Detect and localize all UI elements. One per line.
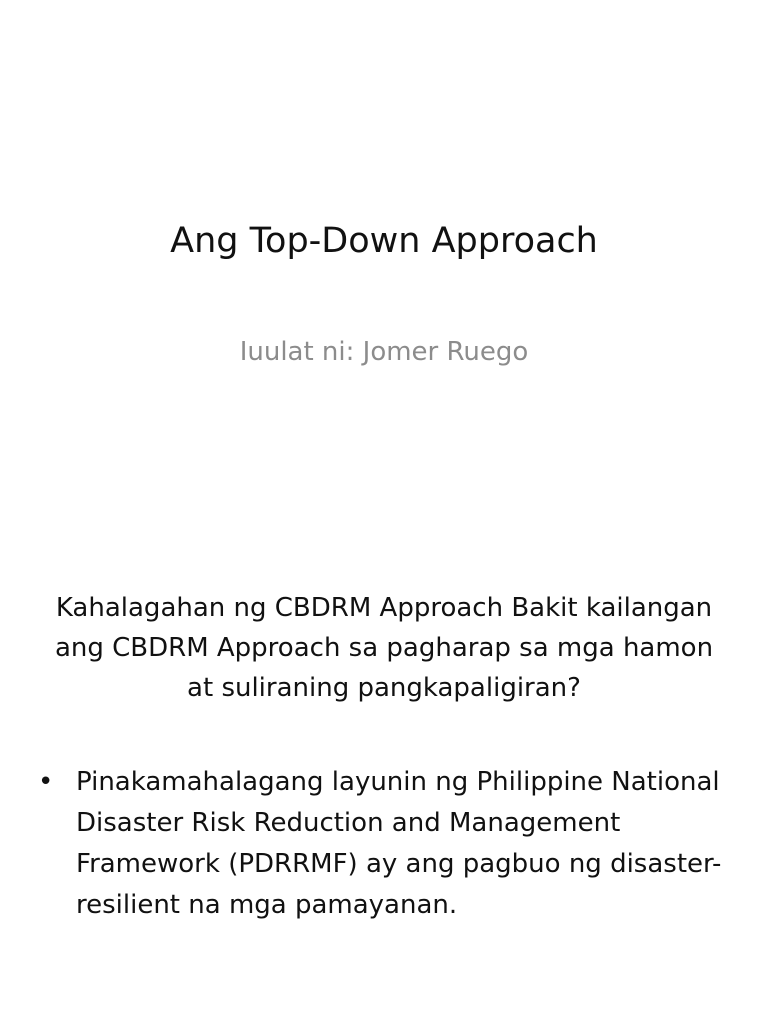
slide-subtitle: Iuulat ni: Jomer Ruego xyxy=(239,337,529,367)
bullet-item xyxy=(38,762,728,926)
content-slide xyxy=(0,512,768,1024)
bullet-list xyxy=(38,762,728,926)
bullet-text: Pinakamahalagang layunin ng Philippine National Disaster Risk Reduction and Management Framework (PDRRMF) ay ang pagbuo ng disaster-resilient na mga pamayanan. xyxy=(76,767,722,920)
bullet-icon: • xyxy=(38,767,54,797)
slide-title: Ang Top-Down Approach xyxy=(170,221,598,261)
slide-heading: Kahalagahan ng CBDRM Approach Bakit kailangan ang CBDRM Approach sa pagharap sa mga hamon at suliraning pangkapaligiran? xyxy=(54,593,714,703)
